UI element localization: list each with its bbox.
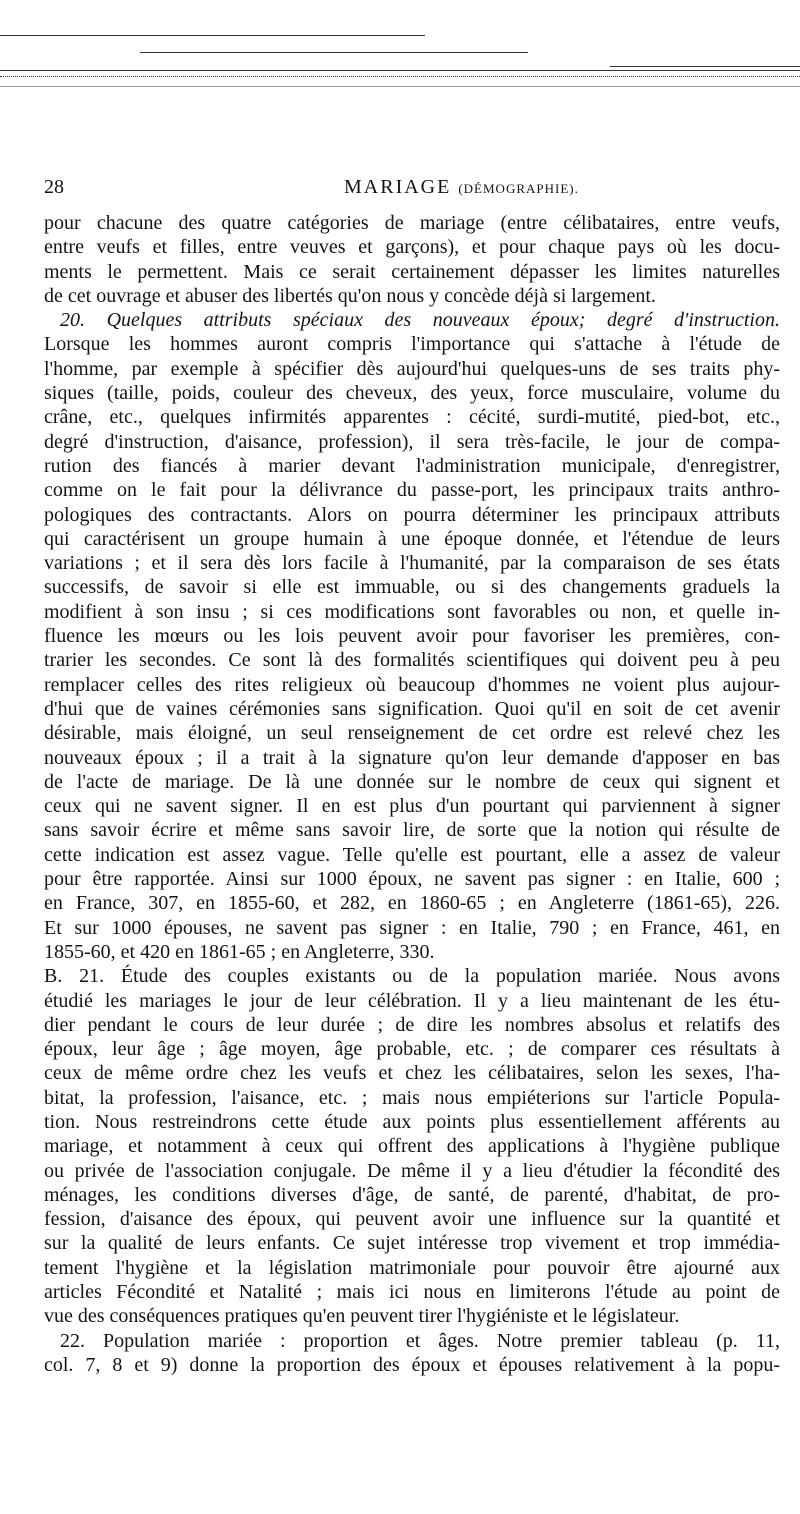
text-line: modifient à son insu ; si ces modifications sont favorables ou non, et quelle in-	[44, 600, 780, 623]
text-line: tion. Nous restreindrons cette étude aux points plus essentiellement afférents au	[44, 1110, 780, 1133]
text-line: sans savoir écrire et même sans savoir lire, de sorte que la notion qui résulte de	[44, 819, 780, 842]
running-title-main: MARIAGE	[344, 176, 452, 198]
text-line: pour chacune des quatre catégories de mariage (entre célibataires, entre veufs,	[44, 212, 780, 234]
text-line: crâne, etc., quelques infirmités apparentes : cécité, surdi-mutité, pied-bot, etc.,	[44, 406, 780, 429]
text-line: Lorsque les hommes auront compris l'importance qui s'attache à l'étude de	[44, 333, 780, 356]
body-text	[44, 211, 780, 1377]
section-heading-22: 22. Population mariée : proportion et âges. Notre premier tableau (p. 11,	[60, 1329, 780, 1352]
top-rule	[0, 70, 800, 71]
text-line: mariage, et notamment à ceux qui offrent des applications à l'hygiène publique	[44, 1135, 780, 1158]
text-line: nouveaux époux ; il a trait à la signature qu'on leur demande d'apposer en bas	[44, 746, 780, 769]
text-line: ments le permettent. Mais ce serait certainement dépasser les limites naturelles	[44, 260, 780, 283]
top-rule	[0, 86, 800, 87]
text-line: trarier les secondes. Ce sont là des formalités scientifiques qui doivent peu à peu	[44, 649, 780, 672]
text-line: Et sur 1000 épouses, ne savent pas signer : en Italie, 790 ; en France, 461, en	[44, 916, 780, 939]
top-rule	[140, 52, 528, 53]
text-line: tement l'hygiène et la législation matrimoniale pour pouvoir être ajourné aux	[44, 1256, 780, 1279]
text-line: désirable, mais éloigné, un seul renseignement de cet ordre est relevé chez les	[44, 722, 780, 745]
text-line: ménages, les conditions diverses d'âge, de santé, de parenté, d'habitat, de pro-	[44, 1183, 780, 1206]
text-line: qui caractérisent un groupe humain à une époque donnée, et l'étendue de leurs	[44, 527, 780, 550]
text-line: étudié les mariages le jour de leur célébration. Il y a lieu maintenant de les étu-	[44, 989, 780, 1012]
text-line: variations ; et il sera dès lors facile à l'humanité, par la comparaison de ses états	[44, 552, 780, 575]
text-line: cette indication est assez vague. Telle qu'elle est pourtant, elle a assez de valeur	[44, 843, 780, 866]
text-line: successifs, de savoir si elle est immuable, ou si des changements graduels la	[44, 576, 780, 599]
text-line: ceux qui ne savent signer. Il en est plus d'un pourtant qui parviennent à signer	[44, 795, 780, 818]
top-rule	[0, 35, 425, 36]
text-line: entre veufs et filles, entre veuves et garçons), et pour chaque pays où les docu-	[44, 236, 780, 259]
running-head	[44, 176, 780, 208]
text-line: col. 7, 8 et 9) donne la proportion des époux et épouses relativement à la popu-	[44, 1353, 780, 1376]
running-title-sub: (DÉMOGRAPHIE).	[458, 181, 579, 196]
text-line: siques (taille, poids, couleur des cheveux, des yeux, force musculaire, volume du	[44, 382, 780, 405]
text-line: pologiques des contractants. Alors on pourra déterminer les principaux attributs	[44, 503, 780, 526]
text-line: de l'acte de mariage. De là une donnée sur le nombre de ceux qui signent et	[44, 770, 780, 793]
text-line: fession, d'aisance des époux, qui peuvent avoir une influence sur la quantité et	[44, 1208, 780, 1231]
text-line: d'hui que de vaines cérémonies sans signification. Quoi qu'il en soit de cet avenir	[44, 697, 780, 720]
top-rule	[610, 66, 800, 67]
text-line: fluence les mœurs ou les lois peuvent avoir pour favoriser les premières, con-	[44, 625, 780, 648]
text-line: de cet ouvrage et abuser des libertés qu'on nous y concède déjà si largement.	[44, 284, 656, 307]
text-line: dier pendant le cours de leur durée ; de dire les nombres absolus et relatifs des	[44, 1013, 780, 1036]
text-line: vue des conséquences pratiques qu'en peuvent tirer l'hygiéniste et le législateur.	[44, 1305, 680, 1328]
section-heading-20: 20. Quelques attributs spéciaux des nouveaux époux; degré d'instruction.	[60, 309, 780, 332]
running-title	[344, 176, 579, 199]
text-line: bitat, la profession, l'aisance, etc. ; mais nous empiéterions sur l'article Popula-	[44, 1086, 780, 1109]
text-line: ou privée de l'association conjugale. De même il y a lieu d'étudier la fécondité des	[44, 1159, 780, 1182]
text-line: remplacer celles des rites religieux où beaucoup d'hommes ne voient plus aujour-	[44, 673, 780, 696]
text-line: comme on le fait pour la délivrance du passe-port, les principaux traits anthro-	[44, 479, 780, 502]
text-line: pour être rapportée. Ainsi sur 1000 époux, ne savent pas signer : en Italie, 600 ;	[44, 868, 780, 891]
text-line: époux, leur âge ; âge moyen, âge probable, etc. ; de comparer ces résultats à	[44, 1038, 780, 1061]
text-line: rution des fiancés à marier devant l'administration municipale, d'enregistrer,	[44, 454, 780, 477]
top-rule	[0, 76, 800, 77]
text-line: ceux de même ordre chez les veufs et chez les célibataires, selon les sexes, l'ha-	[44, 1062, 780, 1085]
text-line: l'homme, par exemple à spécifier dès aujourd'hui quelques-uns de ses traits phy-	[44, 357, 780, 380]
text-line: en France, 307, en 1855-60, et 282, en 1860-65 ; en Angleterre (1861-65), 226.	[44, 892, 780, 915]
text-line: 1855-60, et 420 en 1861-65 ; en Angleterre, 330.	[44, 940, 435, 963]
text-line: degré d'instruction, d'aisance, profession), il sera très-facile, le jour de compa-	[44, 430, 780, 453]
text-line: articles Fécondité et Natalité ; mais ici nous en limiterons l'étude au point de	[44, 1281, 780, 1304]
page-number: 28	[44, 176, 64, 198]
text-line: sur la qualité de leurs enfants. Ce sujet intéresse trop vivement et trop immédia-	[44, 1232, 780, 1255]
section-heading-21: B. 21. Étude des couples existants ou de la population mariée. Nous avons	[44, 965, 780, 988]
